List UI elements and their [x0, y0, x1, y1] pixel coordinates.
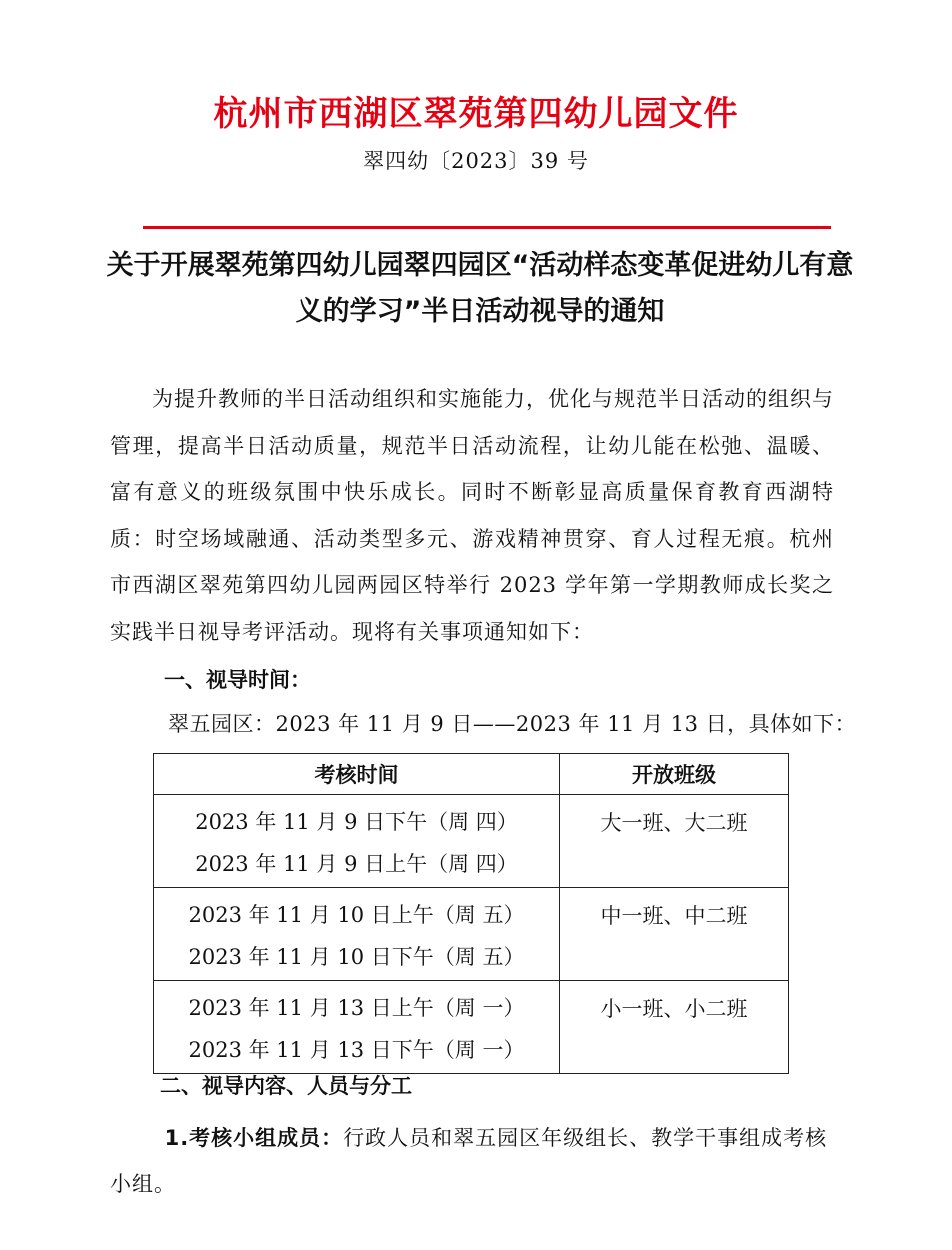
class-cell: 小一班、小二班: [560, 981, 789, 1074]
section-heading-content: 二、视导内容、人员与分工: [160, 1074, 412, 1098]
time-entry: 2023 年 11 月 9 日上午（周 四）: [195, 852, 518, 876]
time-cell: [154, 981, 560, 1074]
class-cell: 中一班、中二班: [560, 888, 789, 981]
column-header-time: 考核时间: [154, 754, 560, 795]
intro-paragraph: 为提升教师的半日活动组织和实施能力，优化与规范半日活动的组织与管理，提高半日活动质量，规范半日活动流程，让幼儿能在松弛、温暖、富有意义的班级氛围中快乐成长。同时不断彰显高质量保育教育西湖特质：时空场域融通、活动类型多元、游戏精神贯穿、育人过程无痕。杭州市西湖区翠苑第四幼儿园两园区特举行 2023 学年第一学期教师成长奖之实践半日视导考评活动。现将有关事项通知如下：: [110, 387, 834, 644]
time-cell: [154, 795, 560, 888]
section-heading-time: 一、视导时间：: [164, 668, 311, 692]
schedule-table: [153, 753, 789, 1074]
table-row: [154, 795, 789, 888]
column-header-class: 开放班级: [560, 754, 789, 795]
time-entry: 2023 年 11 月 10 日下午（周 五）: [188, 945, 525, 969]
time-entry: 2023 年 11 月 13 日上午（周 一）: [188, 996, 525, 1020]
table-row: [154, 981, 789, 1074]
time-cell: [154, 888, 560, 981]
time-entry: 2023 年 11 月 13 日下午（周 一）: [188, 1038, 525, 1062]
item-text: 行政人员和翠五园区年级组长、教学干事组成考核小组。: [110, 1126, 828, 1196]
time-entry: 2023 年 11 月 9 日下午（周 四）: [195, 810, 518, 834]
document-header-title: 杭州市西湖区翠苑第四幼儿园文件: [213, 94, 739, 134]
table-header-row: [154, 754, 789, 795]
notice-title: 关于开展翠苑第四幼儿园翠四园区“活动样态变革促进幼儿有意义的学习”半日活动视导的通知: [106, 250, 854, 327]
time-entry: 2023 年 11 月 10 日上午（周 五）: [188, 903, 525, 927]
item-label: 1.考核小组成员：: [164, 1126, 344, 1150]
item-paragraph: [110, 1115, 834, 1207]
document-number: 翠四幼〔2023〕39 号: [363, 149, 589, 173]
class-cell: 大一班、大二班: [560, 795, 789, 888]
red-divider-line: [143, 226, 831, 229]
table-row: [154, 888, 789, 981]
schedule-line: 翠五园区：2023 年 11 月 9 日——2023 年 11 月 13 日，具体如下：: [168, 712, 857, 736]
